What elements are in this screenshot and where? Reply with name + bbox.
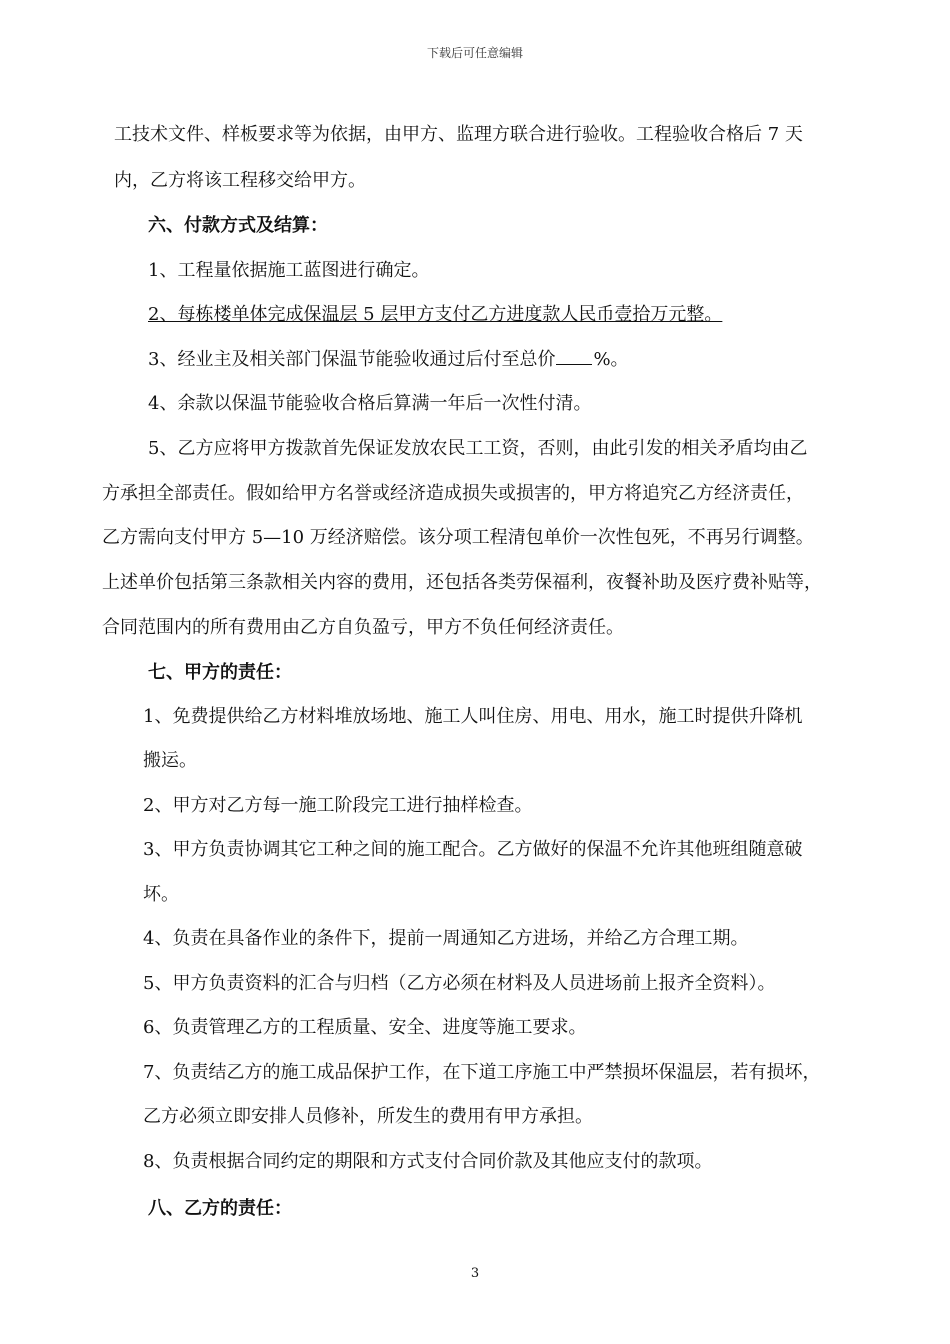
body-line: 合同范围内的所有费用由乙方自负盈亏，甲方不负任何经济责任。: [102, 617, 624, 638]
body-line-with-blank: [148, 346, 629, 373]
body-line: 7、负责结乙方的施工成品保护工作，在下道工序施工中严禁损坏保温层，若有损坏，: [143, 1062, 821, 1083]
section-heading-party-a: 七、甲方的责任：: [148, 662, 292, 683]
body-line: 2、甲方对乙方每一施工阶段完工进行抽样检查。: [143, 795, 533, 816]
body-line: 1、免费提供给乙方材料堆放场地、施工人叫住房、用电、用水，施工时提供升降机: [143, 706, 803, 727]
body-line: 8、负责根据合同约定的期限和方式支付合同价款及其他应支付的款项。: [143, 1151, 713, 1172]
body-line: 6、负责管理乙方的工程质量、安全、进度等施工要求。: [143, 1017, 587, 1038]
body-line: 乙方需向支付甲方 5—10 万经济赔偿。该分项工程清包单价一次性包死，不再另行调整。: [102, 527, 814, 548]
body-line: 5、乙方应将甲方拨款首先保证发放农民工工资，否则，由此引发的相关矛盾均由乙: [148, 438, 808, 459]
body-line: 乙方必须立即安排人员修补，所发生的费用有甲方承担。: [143, 1106, 593, 1127]
body-line: 4、负责在具备作业的条件下，提前一周通知乙方进场，并给乙方合理工期。: [143, 928, 749, 949]
body-line: 工技术文件、样板要求等为依据，由甲方、监理方联合进行验收。工程验收合格后 7 天: [114, 124, 803, 145]
body-line: 内，乙方将该工程移交给甲方。: [114, 170, 366, 191]
body-line: 3、甲方负责协调其它工种之间的施工配合。乙方做好的保温不允许其他班组随意破: [143, 839, 803, 860]
page-header: 下载后可任意编辑: [426, 46, 523, 60]
body-line: 坏。: [143, 884, 179, 905]
body-line: 1、工程量依据施工蓝图进行确定。: [148, 260, 430, 281]
body-line-underlined: 2、每栋楼单体完成保温层 5 层甲方支付乙方进度款人民币壹拾万元整。: [148, 304, 723, 325]
line-text: 3、经业主及相关部门保温节能验收通过后付至总价: [148, 349, 556, 370]
line-suffix: %。: [593, 349, 629, 370]
body-line: 搬运。: [143, 750, 197, 771]
body-line: 上述单价包括第三条款相关内容的费用，还包括各类劳保福利，夜餐补助及医疗费补贴等，: [102, 572, 822, 593]
body-line: 5、甲方负责资料的汇合与归档（乙方必须在材料及人员进场前上报齐全资料）。: [143, 973, 776, 994]
body-line: 方承担全部责任。假如给甲方名誉或经济造成损失或损害的，甲方将追究乙方经济责任，: [102, 483, 804, 504]
section-heading-payment: 六、付款方式及结算：: [148, 215, 328, 236]
fill-in-blank: [556, 346, 592, 365]
section-heading-party-b: 八、乙方的责任：: [148, 1198, 292, 1219]
page-number: 3: [470, 1266, 480, 1281]
body-line: 4、余款以保温节能验收合格后算满一年后一次性付清。: [148, 393, 592, 414]
